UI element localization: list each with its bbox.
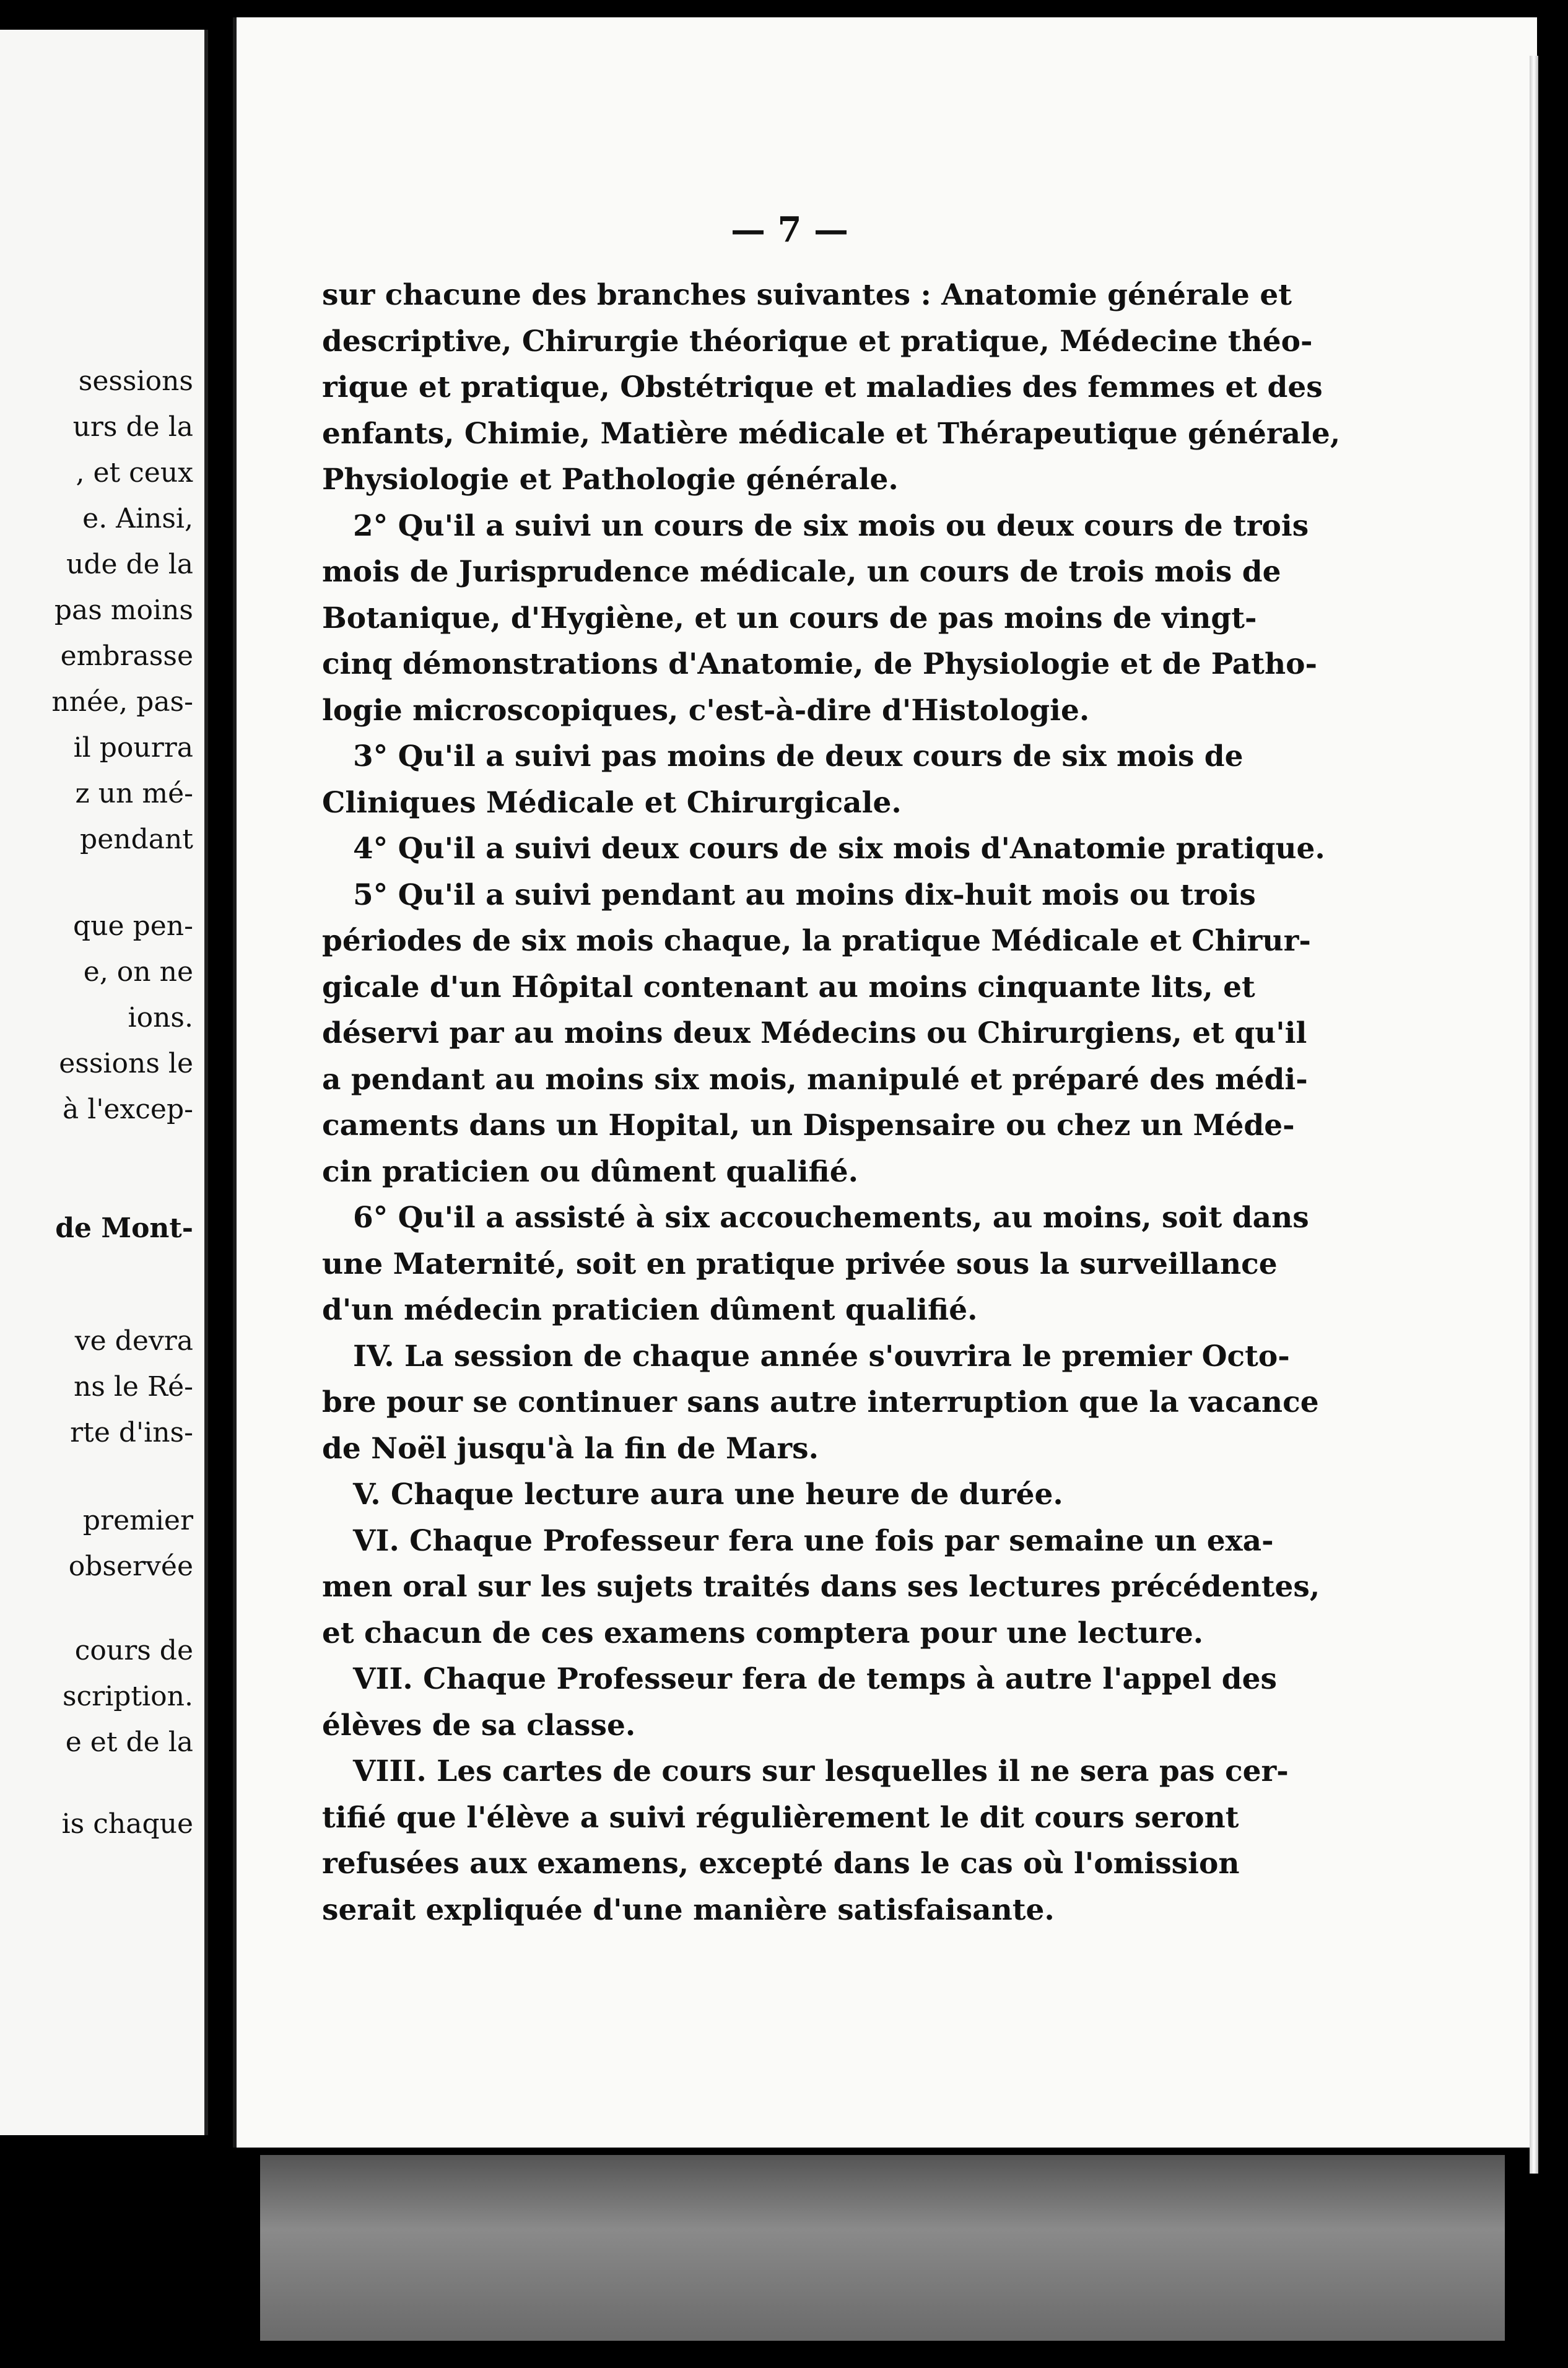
left-page-line: il pourra xyxy=(73,732,193,764)
body-text-line: cin praticien ou dûment qualifié. xyxy=(322,1154,858,1189)
body-text-line: serait expliquée d'une manière satisfaisante. xyxy=(322,1892,1055,1927)
body-text-line: déservi par au moins deux Médecins ou Chirurgiens, et qu'il xyxy=(322,1016,1307,1050)
body-text-line: VII. Chaque Professeur fera de temps à autre l'appel des xyxy=(353,1662,1277,1696)
body-text-line: IV. La session de chaque année s'ouvrira le premier Octo- xyxy=(353,1339,1290,1373)
left-page-line: rte d'ins- xyxy=(70,1417,193,1448)
body-text-line: de Noël jusqu'à la fin de Mars. xyxy=(322,1431,819,1466)
body-text-line: a pendant au moins six mois, manipulé et préparé des médi- xyxy=(322,1062,1308,1097)
body-text-line: cinq démonstrations d'Anatomie, de Physiologie et de Patho- xyxy=(322,647,1317,681)
body-text-line: périodes de six mois chaque, la pratique Médicale et Chirur- xyxy=(322,924,1311,958)
body-text-line: et chacun de ces examens comptera pour une lecture. xyxy=(322,1616,1204,1650)
left-page-line: à l'excep- xyxy=(63,1094,193,1125)
bottom-margin-strip xyxy=(260,2155,1505,2341)
left-page-line: e. Ainsi, xyxy=(82,503,193,534)
body-text-line: d'un médecin praticien dûment qualifié. xyxy=(322,1293,978,1327)
left-page-line: pendant xyxy=(80,824,193,855)
body-text-line: VI. Chaque Professeur fera une fois par semaine un exa- xyxy=(353,1523,1274,1558)
body-text-line: élèves de sa classe. xyxy=(322,1708,636,1743)
left-page-line: ve devra xyxy=(74,1325,193,1357)
left-page-line: que pen- xyxy=(73,910,193,942)
body-text-line: V. Chaque lecture aura une heure de durée. xyxy=(353,1478,1063,1512)
body-text-line: rique et pratique, Obstétrique et maladies des femmes et des xyxy=(322,370,1323,404)
left-page-line: z un mé- xyxy=(75,778,193,809)
body-text-line: descriptive, Chirurgie théorique et pratique, Médecine théo- xyxy=(322,324,1313,359)
body-text-line: bre pour se continuer sans autre interruption que la vacance xyxy=(322,1385,1319,1419)
body-text-line: refusées aux examens, excepté dans le cas où l'omission xyxy=(322,1847,1240,1881)
body-text-line: enfants, Chimie, Matière médicale et Thérapeutique générale, xyxy=(322,416,1341,451)
left-page-line: e et de la xyxy=(65,1726,193,1758)
body-text-line: Botanique, d'Hygiène, et un cours de pas moins de vingt- xyxy=(322,601,1257,635)
left-page-line: urs de la xyxy=(72,411,193,443)
body-text-line: mois de Jurisprudence médicale, un cours de trois mois de xyxy=(322,555,1281,589)
body-text-line: tifié que l'élève a suivi régulièrement le dit cours seront xyxy=(322,1800,1239,1835)
body-text-line: 4° Qu'il a suivi deux cours de six mois d'Anatomie pratique. xyxy=(353,832,1325,866)
body-text-line: 3° Qu'il a suivi pas moins de deux cours de six mois de xyxy=(353,739,1244,773)
body-text-line: Cliniques Médicale et Chirurgicale. xyxy=(322,785,902,820)
body-text-line: men oral sur les sujets traités dans ses lectures précédentes, xyxy=(322,1570,1320,1604)
page-body-text xyxy=(322,272,1341,1933)
page-edge xyxy=(1530,56,1538,2174)
left-page-line: nnée, pas- xyxy=(51,686,193,718)
left-page-line: de Mont- xyxy=(55,1212,193,1244)
left-page-line: pas moins xyxy=(54,594,193,626)
left-page-line: essions le xyxy=(59,1048,193,1079)
body-text-line: logie microscopiques, c'est-à-dire d'Histologie. xyxy=(322,693,1090,728)
left-page-line: is chaque xyxy=(61,1808,193,1840)
left-page-line: ns le Ré- xyxy=(73,1371,193,1403)
body-text-line: gicale d'un Hôpital contenant au moins cinquante lits, et xyxy=(322,970,1255,1004)
body-text-line: caments dans un Hopital, un Dispensaire ou chez un Méde- xyxy=(322,1108,1295,1143)
body-text-line: Physiologie et Pathologie générale. xyxy=(322,463,899,497)
body-text-line: sur chacune des branches suivantes : Anatomie générale et xyxy=(322,278,1292,312)
body-text-line: 2° Qu'il a suivi un cours de six mois ou deux cours de trois xyxy=(353,508,1309,543)
left-page-line: ude de la xyxy=(66,549,193,580)
page-number: — 7 — xyxy=(731,209,848,250)
body-text-line: 5° Qu'il a suivi pendant au moins dix-huit mois ou trois xyxy=(353,877,1256,912)
left-page-line: ions. xyxy=(128,1002,193,1034)
left-page-line: e, on ne xyxy=(83,956,193,988)
left-page-line: scription. xyxy=(62,1681,193,1712)
left-page-line: sessions xyxy=(78,365,193,397)
left-page-line: cours de xyxy=(74,1635,193,1666)
left-page-line: , et ceux xyxy=(76,457,193,489)
left-page-line: premier xyxy=(82,1505,193,1536)
body-text-line: une Maternité, soit en pratique privée sous la surveillance xyxy=(322,1247,1278,1281)
left-page-line: embrasse xyxy=(60,640,193,672)
left-page-line: observée xyxy=(68,1551,193,1582)
body-text-line: VIII. Les cartes de cours sur lesquelles il ne sera pas cer- xyxy=(353,1754,1289,1788)
body-text-line: 6° Qu'il a assisté à six accouchements, au moins, soit dans xyxy=(353,1201,1309,1235)
